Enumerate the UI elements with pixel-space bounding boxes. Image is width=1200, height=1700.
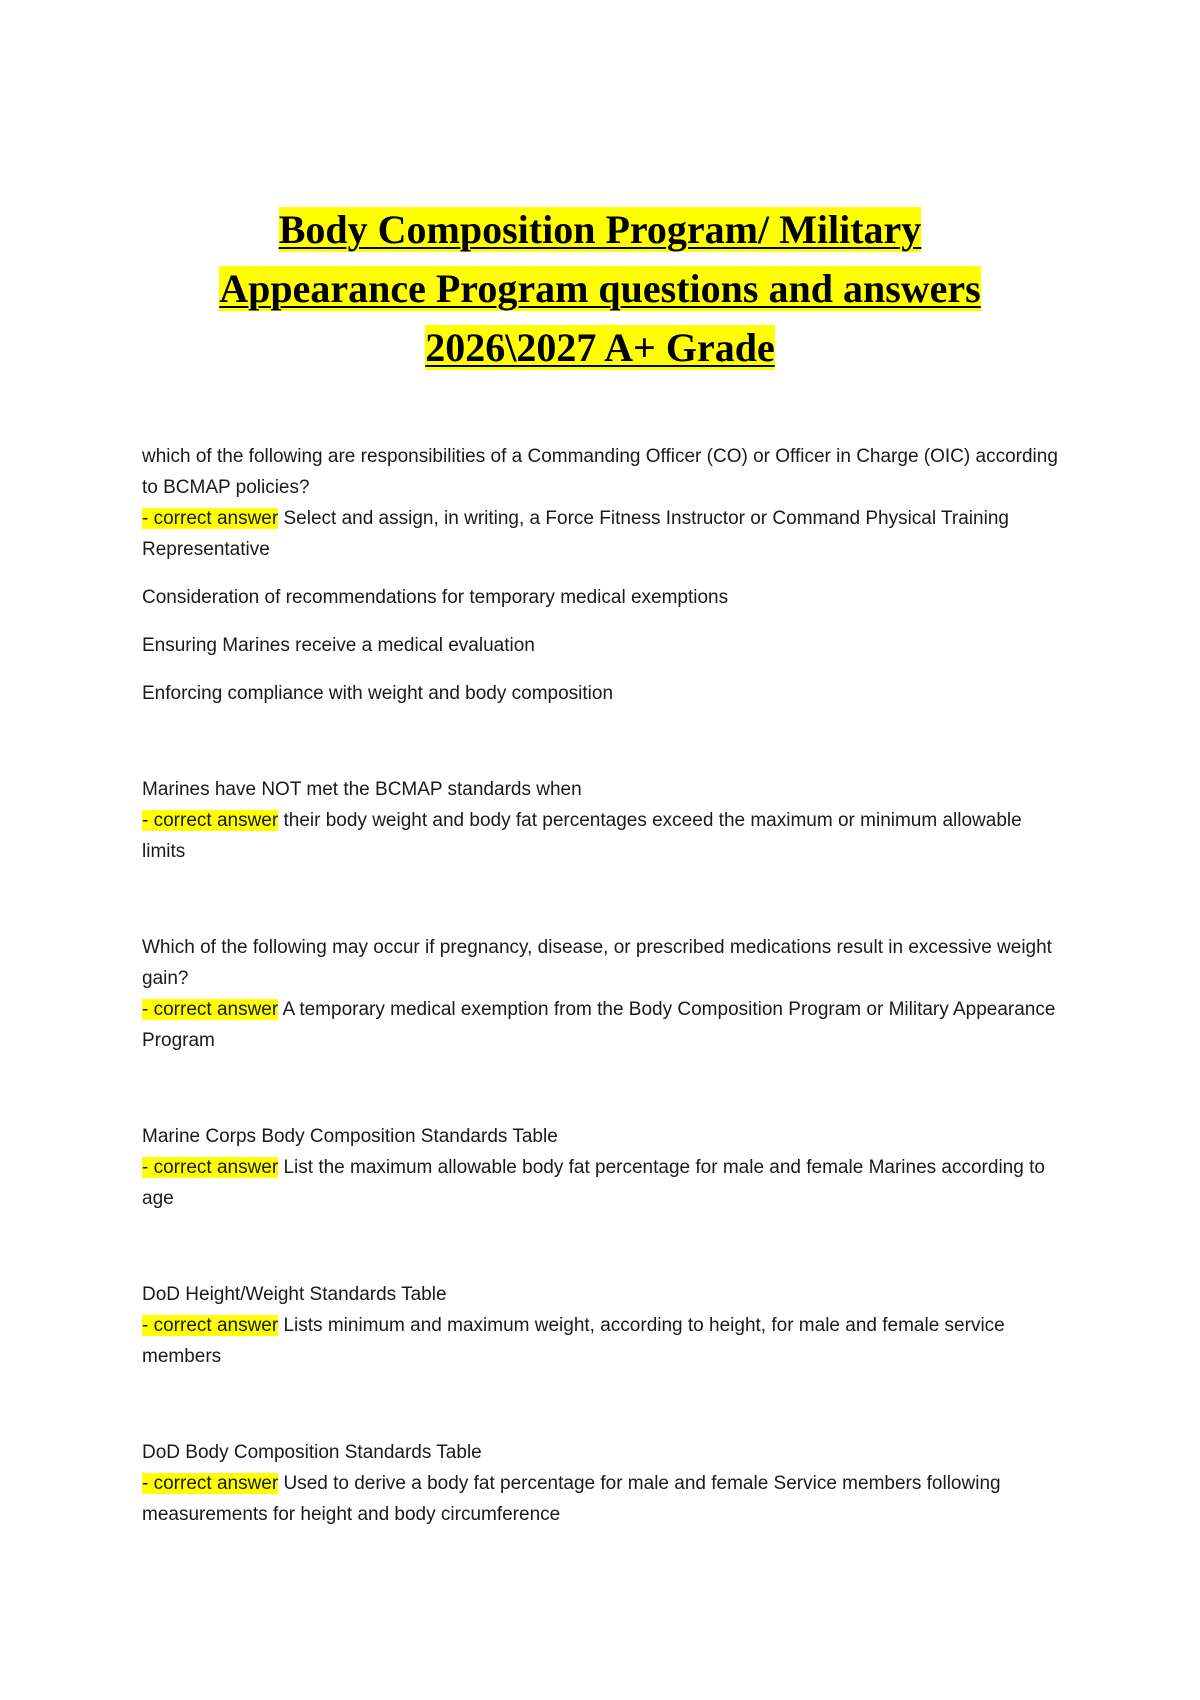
correct-answer-tag: - correct answer bbox=[142, 1157, 279, 1178]
title-line-3: 2026\2027 A+ Grade bbox=[425, 325, 775, 370]
answer-text bbox=[142, 1310, 1062, 1372]
answer-body: Used to derive a body fat percentage for male and female Service members following measurements for height and body circumference bbox=[142, 1473, 1001, 1525]
qa-list bbox=[142, 441, 1062, 1595]
question-text: Which of the following may occur if pregnancy, disease, or prescribed medications result in excessive weight gain? bbox=[142, 937, 1052, 989]
correct-answer-tag: - correct answer bbox=[142, 508, 279, 529]
document-title bbox=[150, 200, 1050, 377]
question-text: DoD Height/Weight Standards Table bbox=[142, 1284, 447, 1305]
answer-body: Select and assign, in writing, a Force Fitness Instructor or Command Physical Training Representative bbox=[142, 508, 1009, 560]
correct-answer-tag: - correct answer bbox=[142, 1473, 279, 1494]
title-line-1: Body Composition Program/ Military bbox=[278, 207, 922, 252]
question-text: Marines have NOT met the BCMAP standards when bbox=[142, 779, 582, 800]
question-text: DoD Body Composition Standards Table bbox=[142, 1442, 482, 1463]
answer-body: their body weight and body fat percentages exceed the maximum or minimum allowable limits bbox=[142, 810, 1022, 862]
qa-item bbox=[142, 1437, 1062, 1530]
qa-item bbox=[142, 1279, 1062, 1372]
correct-answer-tag: - correct answer bbox=[142, 1315, 279, 1336]
qa-item bbox=[142, 932, 1062, 1056]
answer-body: List the maximum allowable body fat percentage for male and female Marines according to age bbox=[142, 1157, 1045, 1209]
qa-item bbox=[142, 441, 1062, 709]
answer-text bbox=[142, 1468, 1062, 1530]
additional-answer: Ensuring Marines receive a medical evaluation bbox=[142, 635, 535, 656]
question-text: which of the following are responsibilities of a Commanding Officer (CO) or Officer in Charge (OIC) according to BCMAP policies? bbox=[142, 446, 1058, 498]
answer-body: A temporary medical exemption from the Body Composition Program or Military Appearance Program bbox=[142, 999, 1056, 1051]
additional-answer: Consideration of recommendations for temporary medical exemptions bbox=[142, 587, 729, 608]
question-text: Marine Corps Body Composition Standards Table bbox=[142, 1126, 558, 1147]
answer-text bbox=[142, 503, 1062, 565]
answer-text bbox=[142, 994, 1062, 1056]
title-line-2: Appearance Program questions and answers bbox=[219, 266, 981, 311]
correct-answer-tag: - correct answer bbox=[142, 999, 279, 1020]
correct-answer-tag: - correct answer bbox=[142, 810, 279, 831]
answer-body: Lists minimum and maximum weight, according to height, for male and female service members bbox=[142, 1315, 1005, 1367]
answer-text bbox=[142, 805, 1062, 867]
answer-text bbox=[142, 1152, 1062, 1214]
additional-answer: Enforcing compliance with weight and body composition bbox=[142, 683, 614, 704]
qa-item bbox=[142, 774, 1062, 867]
qa-item bbox=[142, 1121, 1062, 1214]
